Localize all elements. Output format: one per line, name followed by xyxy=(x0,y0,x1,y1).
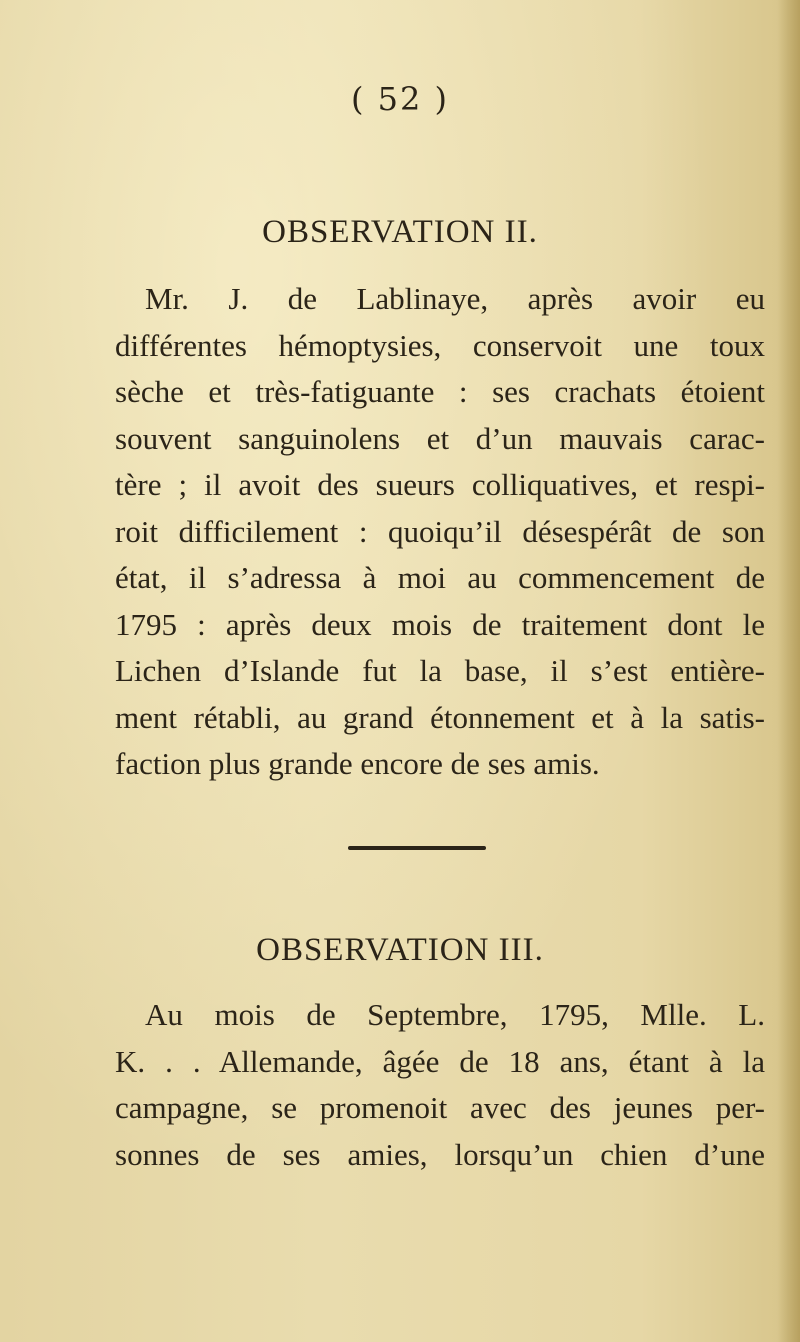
text-line: souvent sanguinolens et d’un mauvais carac- xyxy=(115,420,765,456)
section-heading-observation-2: OBSERVATION II. xyxy=(262,214,538,250)
text-line: différentes hémoptysies, conservoit une toux xyxy=(115,327,765,363)
text-line: état, il s’adressa à moi au commencement de xyxy=(115,560,765,595)
paragraph-observation-2 xyxy=(115,276,765,788)
text-line: sonnes de ses amies, lorsqu’un chien d’une xyxy=(115,1136,765,1172)
text-line: Mr. J. de Lablinaye, après avoir eu xyxy=(145,281,765,316)
text-line: 1795 : après deux mois de traitement dont le xyxy=(115,606,765,642)
text-line: ment rétabli, au grand étonnement et à la satis- xyxy=(115,699,765,735)
paragraph-observation-3 xyxy=(115,992,765,1178)
text-line: roit difficilement : quoiqu’il désespérât de son xyxy=(115,513,765,549)
text-line: sèche et très-fatiguante : ses crachats étoient xyxy=(115,374,765,409)
text-line: Lichen d’Islande fut la base, il s’est entière- xyxy=(115,653,765,688)
text-line: K. . . Allemande, âgée de 18 ans, étant à la xyxy=(115,1043,765,1079)
section-heading-observation-3: OBSERVATION III. xyxy=(256,932,544,968)
text-line: campagne, se promenoit avec des jeunes per- xyxy=(115,1090,765,1125)
page-number: ( 52 ) xyxy=(350,80,450,118)
section-divider xyxy=(348,846,486,850)
text-line: faction plus grande encore de ses amis. xyxy=(115,746,600,781)
text-line: tère ; il avoit des sueurs colliquatives, et respi- xyxy=(115,467,765,502)
page-edge-shadow xyxy=(778,0,800,1342)
text-line: Au mois de Septembre, 1795, Mlle. L. xyxy=(145,997,765,1032)
